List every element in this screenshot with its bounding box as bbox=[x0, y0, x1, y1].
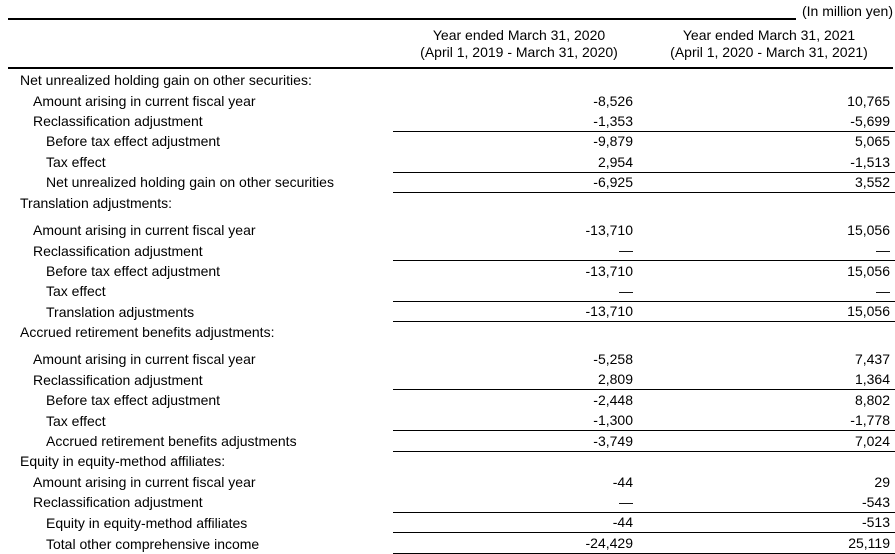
section-header-row bbox=[0, 192, 893, 212]
row-label: Accrued retirement benefits adjustments bbox=[46, 433, 297, 450]
row-label: Net unrealized holding gain on other securities: bbox=[20, 72, 312, 89]
value-fy2021: 8,802 bbox=[854, 392, 890, 409]
value-fy2020: -8,526 bbox=[593, 92, 633, 109]
row-label: Equity in equity-method affiliates bbox=[46, 514, 248, 531]
value-fy2020: -5,258 bbox=[593, 351, 633, 368]
row-label: Before tax effect adjustment bbox=[46, 262, 221, 279]
value-fy2020 bbox=[393, 70, 645, 90]
value-fy2020 bbox=[393, 192, 645, 212]
value-fy2020: 2,954 bbox=[393, 152, 645, 173]
value-fy2021: 1,364 bbox=[645, 369, 895, 390]
value-fy2020: -6,925 bbox=[393, 172, 645, 193]
value-fy2020: -44 bbox=[393, 512, 645, 533]
row-label: Translation adjustments bbox=[46, 303, 195, 320]
section-header-row bbox=[0, 451, 893, 471]
table-row bbox=[0, 172, 893, 192]
value-fy2021: — bbox=[645, 240, 895, 261]
table-row bbox=[0, 220, 893, 240]
column-header-fy2020 bbox=[393, 27, 645, 61]
value-fy2021: 15,056 bbox=[645, 301, 895, 322]
section-header-row bbox=[0, 70, 893, 90]
table-row bbox=[0, 369, 893, 389]
value-fy2021 bbox=[645, 192, 895, 212]
row-label: Reclassification adjustment bbox=[33, 371, 203, 388]
value-fy2021 bbox=[645, 451, 895, 471]
value-fy2021: 7,437 bbox=[854, 351, 890, 368]
value-fy2021: -5,699 bbox=[645, 111, 895, 132]
row-label: Reclassification adjustment bbox=[33, 494, 203, 511]
value-fy2020: -1,300 bbox=[393, 410, 645, 431]
row-label: Tax effect bbox=[46, 283, 106, 300]
table-row bbox=[0, 512, 893, 532]
table-row bbox=[0, 111, 893, 131]
value-fy2021: 15,056 bbox=[847, 221, 890, 238]
row-label: Translation adjustments: bbox=[20, 194, 172, 211]
value-fy2021: 3,552 bbox=[645, 172, 895, 193]
value-fy2021: 5,065 bbox=[854, 133, 890, 150]
table-row bbox=[0, 349, 893, 369]
value-fy2020: -13,710 bbox=[585, 221, 633, 238]
unit-note: (In million yen) bbox=[801, 3, 893, 19]
value-fy2021: 10,765 bbox=[847, 92, 890, 109]
table-row bbox=[0, 431, 893, 451]
value-fy2021 bbox=[645, 322, 895, 342]
label-column-header bbox=[8, 27, 393, 61]
table-body bbox=[0, 70, 893, 553]
table-row bbox=[0, 533, 893, 553]
table-row bbox=[0, 492, 893, 512]
row-label: Amount arising in current fiscal year bbox=[33, 351, 256, 368]
table-row bbox=[0, 301, 893, 321]
value-fy2020: 2,809 bbox=[393, 369, 645, 390]
column-header-fy2020-line2: (April 1, 2019 - March 31, 2020) bbox=[420, 44, 618, 60]
value-fy2021: -1,513 bbox=[645, 152, 895, 173]
table-header bbox=[8, 20, 893, 69]
value-fy2020: -13,710 bbox=[585, 262, 633, 279]
column-header-fy2020-line1: Year ended March 31, 2020 bbox=[432, 27, 606, 43]
value-fy2020: — bbox=[393, 240, 645, 261]
value-fy2021: 7,024 bbox=[645, 431, 895, 452]
table-row bbox=[0, 471, 893, 491]
row-label: Before tax effect adjustment bbox=[46, 392, 221, 409]
row-label: Reclassification adjustment bbox=[33, 113, 203, 130]
unit-note-row bbox=[8, 0, 893, 20]
row-label: Equity in equity-method affiliates: bbox=[20, 453, 226, 470]
value-fy2021 bbox=[645, 70, 895, 90]
value-fy2020 bbox=[393, 322, 645, 342]
row-label: Tax effect bbox=[46, 154, 106, 171]
column-header-fy2021 bbox=[645, 27, 893, 61]
value-fy2020: -3,749 bbox=[393, 431, 645, 452]
value-fy2020: -9,879 bbox=[593, 133, 633, 150]
row-label: Reclassification adjustment bbox=[33, 242, 203, 259]
value-fy2020: — bbox=[393, 492, 645, 513]
row-label: Before tax effect adjustment bbox=[46, 133, 221, 150]
column-header-fy2021-line1: Year ended March 31, 2021 bbox=[682, 27, 856, 43]
value-fy2021: 29 bbox=[874, 473, 890, 490]
section-header-row bbox=[0, 322, 893, 342]
row-label: Net unrealized holding gain on other securities bbox=[46, 174, 334, 191]
value-fy2020: — bbox=[393, 281, 645, 302]
table-row bbox=[0, 131, 893, 151]
value-fy2021: 25,119 bbox=[645, 533, 895, 554]
table-row bbox=[0, 390, 893, 410]
value-fy2021: -543 bbox=[645, 492, 895, 513]
row-label: Amount arising in current fiscal year bbox=[33, 221, 256, 238]
value-fy2020: -2,448 bbox=[593, 392, 633, 409]
table-row bbox=[0, 410, 893, 430]
row-label: Accrued retirement benefits adjustments: bbox=[20, 323, 275, 340]
value-fy2020 bbox=[393, 451, 645, 471]
table-row bbox=[0, 261, 893, 281]
row-label: Total other comprehensive income bbox=[46, 535, 260, 552]
value-fy2021: — bbox=[645, 281, 895, 302]
top-rule bbox=[8, 0, 796, 20]
value-fy2021: 15,056 bbox=[847, 262, 890, 279]
table-row bbox=[0, 240, 893, 260]
column-header-fy2021-line2: (April 1, 2020 - March 31, 2021) bbox=[670, 44, 868, 60]
value-fy2020: -1,353 bbox=[393, 111, 645, 132]
value-fy2020: -44 bbox=[612, 473, 633, 490]
table-row bbox=[0, 281, 893, 301]
value-fy2020: -13,710 bbox=[393, 301, 645, 322]
table-row bbox=[0, 90, 893, 110]
value-fy2021: -1,778 bbox=[645, 410, 895, 431]
value-fy2020: -24,429 bbox=[393, 533, 645, 554]
row-label: Amount arising in current fiscal year bbox=[33, 473, 256, 490]
row-label: Tax effect bbox=[46, 412, 106, 429]
value-fy2021: -513 bbox=[645, 512, 895, 533]
row-label: Amount arising in current fiscal year bbox=[33, 92, 256, 109]
table-row bbox=[0, 152, 893, 172]
